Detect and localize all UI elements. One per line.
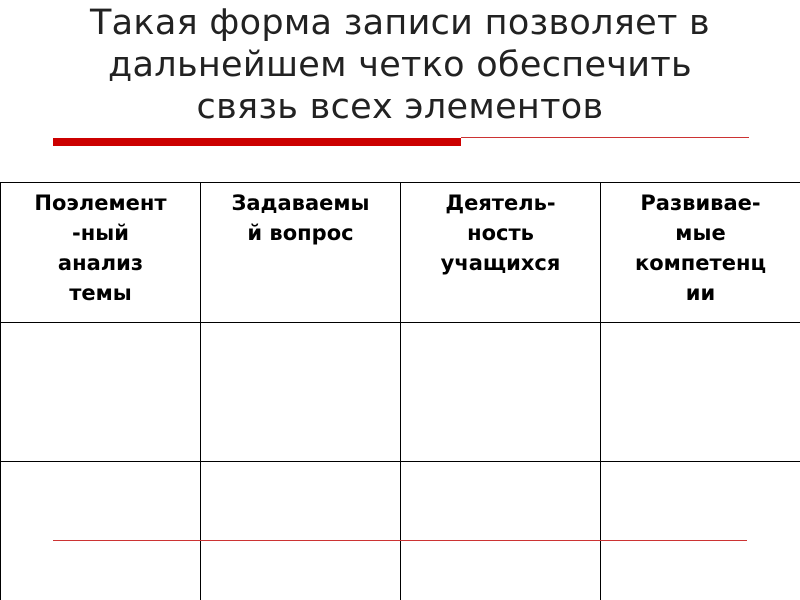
header-line: ии (685, 281, 716, 305)
title-line-1: Такая форма записи позволяет в (90, 3, 710, 43)
title-underline-thin (461, 137, 749, 138)
analysis-table (0, 182, 800, 600)
table-cell (401, 323, 601, 462)
table-cell (201, 462, 401, 600)
header-line: Деятель- (445, 191, 556, 215)
table-cell (601, 323, 800, 462)
header-student-activity (401, 183, 601, 323)
slide-title (40, 2, 760, 128)
header-line: -ный (72, 221, 129, 245)
footer-rule (53, 540, 747, 541)
table-cell (601, 462, 800, 600)
header-line: й вопрос (247, 221, 354, 245)
table-row (1, 323, 800, 462)
header-line: Задаваемы (231, 191, 370, 215)
title-underline-thick (53, 138, 461, 146)
header-line: ность (467, 221, 534, 245)
header-line: Поэлемент (34, 191, 167, 215)
header-line: мые (675, 221, 726, 245)
header-line: Развивае- (640, 191, 761, 215)
table-cell (1, 462, 201, 600)
table-cell (1, 323, 201, 462)
header-line: компетенц (634, 251, 767, 275)
header-competencies (601, 183, 800, 323)
header-line: темы (69, 281, 132, 305)
title-line-3: связь всех элементов (196, 87, 604, 127)
header-line: анализ (57, 251, 144, 275)
table-row (1, 462, 800, 600)
table-cell (401, 462, 601, 600)
header-element-analysis (1, 183, 201, 323)
table-header-row (1, 183, 800, 323)
header-line: учащихся (440, 251, 561, 275)
table-cell (201, 323, 401, 462)
header-question (201, 183, 401, 323)
title-line-2: дальнейшем четко обеспечить (108, 45, 692, 85)
